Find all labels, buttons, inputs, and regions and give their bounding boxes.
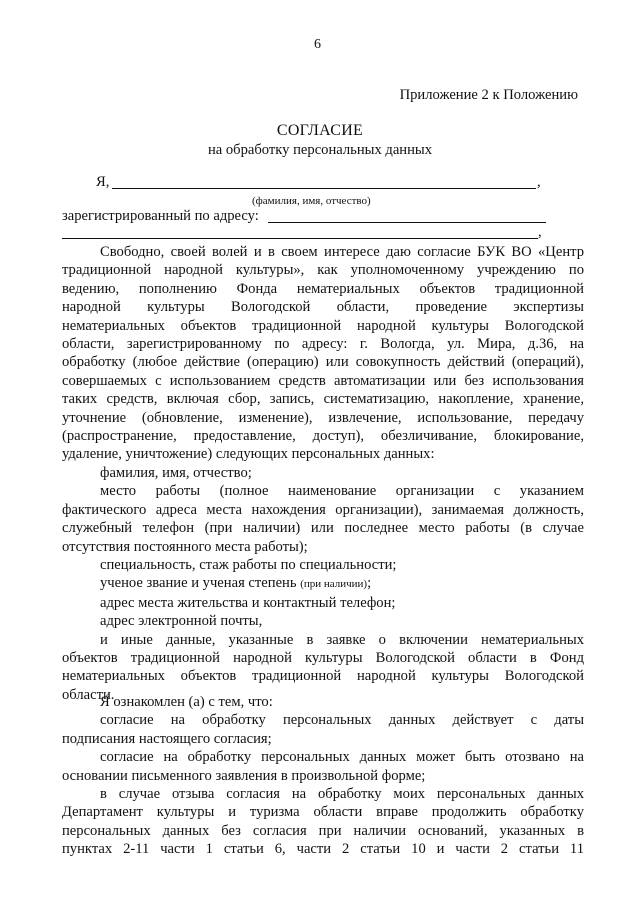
text-line: пунктах 2-11 части 1 статьи 6, части 2 статьи 10 и части 2 статьи 11 [62, 841, 584, 858]
text-line: объектов традиционной народной культуры Вологодской области в Фонд [62, 649, 584, 666]
acknowledge-block [62, 693, 584, 859]
text-line: отсутствия постоянного места работы); [62, 538, 308, 555]
acknowledge-intro: Я ознакомлен (а) с тем, что: [100, 694, 273, 710]
data-item-other: и иные данные, указанные в заявке о включении нематериальных [100, 631, 584, 648]
data-item-work: место работы (полное наименование организации с указанием [100, 483, 584, 500]
acknowledge-item: в случае отзыва согласия на обработку моих персональных данных [100, 786, 584, 803]
data-item-specialty: специальность, стаж работы по специальности; [100, 556, 397, 573]
appendix-reference: Приложение 2 к Положению [399, 87, 578, 103]
text-line: таких средств, включая сбор, запись, систематизацию, накопление, хранение, [62, 391, 584, 408]
text-line: фактического адреса места нахождения организации), занимаемая должность, [62, 501, 584, 518]
consent-paragraph [62, 243, 584, 704]
text-line: нематериальных объектов традиционной народной культуры Вологодской [62, 668, 584, 685]
text-line: области, зарегистрированному по адресу: г. Вологда, ул. Мира, д.36, на [62, 336, 584, 353]
data-item-fio: фамилия, имя, отчество; [100, 464, 252, 481]
name-prefix: Я, [96, 174, 110, 190]
page-number: 6 [314, 37, 321, 52]
text-line: нематериальных объектов традиционной народной культуры Вологодской [62, 317, 584, 334]
name-caption: (фамилия, имя, отчество) [252, 195, 371, 207]
acknowledge-item: согласие на обработку персональных данных может быть отозвано на [100, 749, 584, 766]
data-item-email: адрес электронной почты, [100, 613, 263, 630]
degree-note: (при наличии) [300, 578, 368, 591]
text-line: (распространение, предоставление, доступ), обезличивание, блокирование, [62, 428, 584, 445]
document-subtitle: на обработку персональных данных [207, 142, 433, 158]
text-line: ведению, пополнению Фонда нематериальных объектов традиционной [62, 280, 584, 297]
text-line: народной культуры Вологодской области, проведение экспертизы [62, 299, 584, 316]
name-fill-line [112, 188, 536, 189]
text-line: уточнение (обновление, изменение), извлечение, использование, передачу [62, 409, 584, 426]
address-label: зарегистрированный по адресу: [62, 208, 259, 224]
text-line: обработку (любое действие (операцию) или совокупность действий (операций), [62, 354, 584, 371]
acknowledge-item: согласие на обработку персональных данных действует с даты [100, 712, 584, 729]
text-line: Свободно, своей волей и в своем интересе даю согласие БУК ВО «Центр [100, 244, 584, 260]
text-line: традиционной народной культуры», как уполномоченному учреждению по [62, 262, 584, 279]
text-line: совершаемых с использованием средств автоматизации или без использования [62, 372, 584, 389]
degree-text: ученое звание и ученая степень [100, 575, 297, 592]
text-line: области. [62, 686, 115, 703]
degree-end: ; [367, 575, 372, 592]
text-line: Департамент культуры и туризма области вправе продолжить обработку [62, 804, 584, 821]
address-fill-line-2 [62, 238, 538, 239]
data-item-degree [62, 574, 584, 593]
text-line: удаление, уничтожение) следующих персональных данных: [62, 446, 435, 463]
text-line: служебный телефон (при наличии) или последнее место работы (в случае [62, 520, 584, 537]
text-line: персональных данных без согласия при наличии оснований, указанных в [62, 822, 584, 839]
address-suffix: , [538, 224, 542, 240]
document-title: СОГЛАСИЕ [276, 122, 364, 139]
name-suffix: , [537, 174, 541, 190]
address-fill-line-1 [268, 222, 546, 223]
text-line: подписания настоящего согласия; [62, 730, 272, 747]
text-line: основании письменного заявления в произвольной форме; [62, 767, 426, 784]
data-item-address-phone: адрес места жительства и контактный телефон; [100, 594, 396, 611]
